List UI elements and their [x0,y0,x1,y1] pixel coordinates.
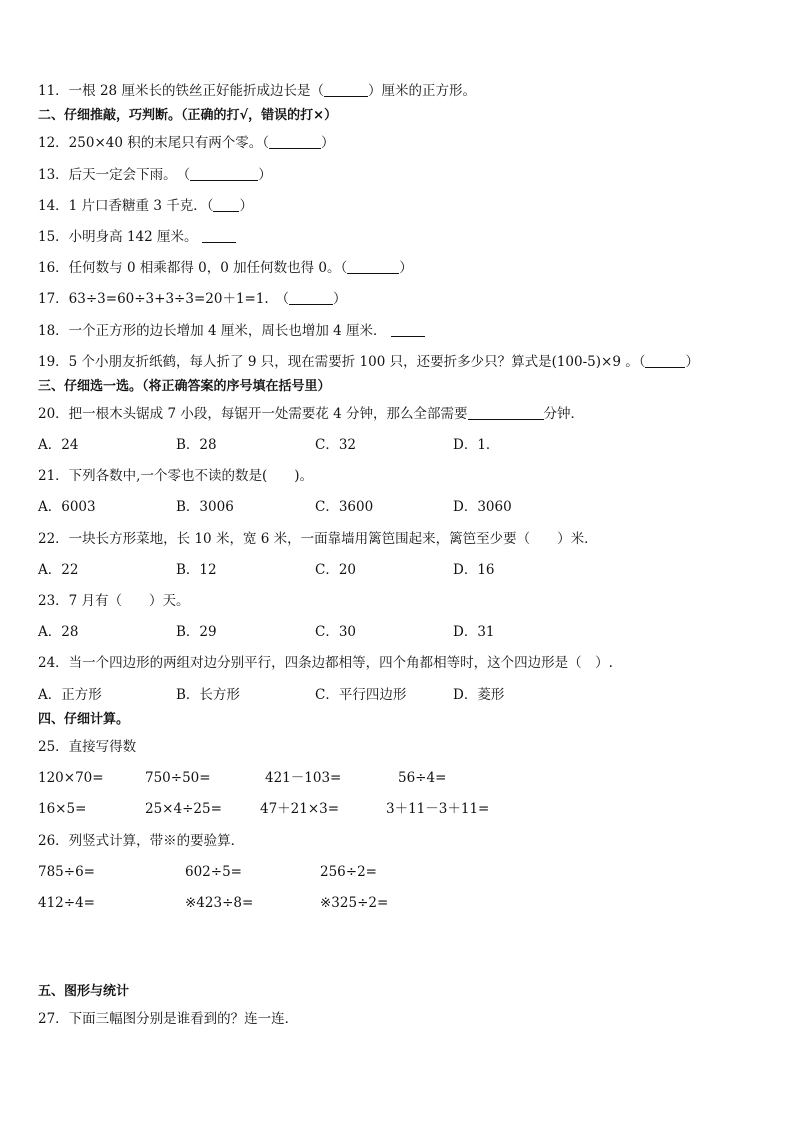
question-24: 24．当一个四边形的两组对边分别平行，四条边都相等，四个角都相等时，这个四边形是（ ）. [38,655,613,671]
question-15: 15．小明身高 142 厘米。 [38,228,236,246]
option-d[interactable]: D．3060 [453,499,512,515]
answer-blank[interactable] [324,82,368,97]
option-b[interactable]: B．3006 [176,499,234,515]
question-19: 19．5 个小朋友折纸鹤，每人折了 9 只，现在需要折 100 只，还要折多少只？算式是(100-5)×9 。（ ） [38,354,699,370]
answer-blank[interactable] [347,259,399,274]
question-21: 21．下列各数中,一个零也不读的数是( )。 [38,468,314,484]
option-b[interactable]: B．28 [176,437,217,453]
question-11: 11．一根 28 厘米长的铁丝正好能折成边长是（ ）厘米的正方形。 [38,83,476,99]
calc-item: 785÷6= [38,864,95,880]
question-13: 13．后天一定会下雨。 （ ） [38,167,272,183]
section-3-heading: 三、仔细选一选。（将正确答案的序号填在括号里） [38,379,331,394]
option-a[interactable]: A．6003 [38,499,96,515]
option-c[interactable]: C．30 [315,624,357,640]
calc-item: 120×70= [38,770,104,786]
option-b[interactable]: B．12 [176,562,217,578]
section-5-heading: 五、图形与统计 [38,984,130,999]
section-4-heading: 四、仔细计算。 [38,712,130,727]
question-26: 26．列竖式计算，带※的要验算． [38,833,245,849]
option-d[interactable]: D．1． [453,437,500,453]
option-c[interactable]: C．32 [315,437,357,453]
answer-blank[interactable] [468,405,544,420]
option-b[interactable]: B．长方形 [176,687,240,703]
option-c[interactable]: C．20 [315,562,357,578]
option-b[interactable]: B．29 [176,624,217,640]
calc-item: ※325÷2= [320,895,389,911]
question-12: 12．250×40 积的末尾只有两个零。（ ） [38,135,335,151]
option-d[interactable]: D．31 [453,624,495,640]
calc-item: 421－103= [265,770,342,786]
calc-item: 16×5= [38,801,87,817]
option-c[interactable]: C．3600 [315,499,374,515]
question-18: 18．一个正方形的边长增加 4 厘米，周长也增加 4 厘米． [38,322,425,340]
answer-blank[interactable] [269,134,321,149]
calc-item: 3＋11－3＋11= [386,801,490,817]
question-14: 14．1 片口香糖重 3 千克．（ ） [38,198,253,214]
calc-item: 412÷4= [38,895,95,911]
answer-blank[interactable] [645,353,685,368]
calc-item: 602÷5= [185,864,242,880]
option-c[interactable]: C．平行四边形 [315,687,407,703]
calc-item: ※423÷8= [185,895,254,911]
option-a[interactable]: A．24 [38,437,79,453]
calc-item: 256÷2= [320,864,377,880]
option-a[interactable]: A．22 [38,562,79,578]
question-25: 25．直接写得数 [38,739,137,755]
option-d[interactable]: D．菱形 [453,687,505,703]
question-23: 23．7 月有（ ）天。 [38,593,190,609]
option-d[interactable]: D．16 [453,562,495,578]
answer-blank[interactable] [202,228,236,243]
question-16: 16．任何数与 0 相乘都得 0，0 加任何数也得 0。（ ） [38,260,413,276]
calc-item: 750÷50= [145,770,211,786]
question-22: 22．一块长方形菜地，长 10 米，宽 6 米，一面靠墙用篱笆围起来，篱笆至少要（ ）米． [38,531,598,547]
answer-blank[interactable] [190,166,258,181]
option-a[interactable]: A．28 [38,624,79,640]
calc-item: 56÷4= [398,770,447,786]
question-20: 20．把一根木头锯成 7 小段，每锯开一处需要花 4 分钟，那么全部需要 分钟． [38,406,585,422]
option-a[interactable]: A．正方形 [38,687,102,703]
answer-blank[interactable] [391,322,425,337]
question-27: 27．下面三幅图分别是谁看到的？连一连． [38,1011,299,1027]
question-17: 17．63÷3=60÷3+3÷3=20＋1=1. （ ） [38,291,347,307]
answer-blank[interactable] [213,197,239,212]
answer-blank[interactable] [289,290,333,305]
calc-item: 25×4÷25= [145,801,222,817]
section-2-heading: 二、仔细推敲，巧判断。（正确的打√，错误的打×） [38,108,338,123]
calc-item: 47＋21×3= [260,801,340,817]
